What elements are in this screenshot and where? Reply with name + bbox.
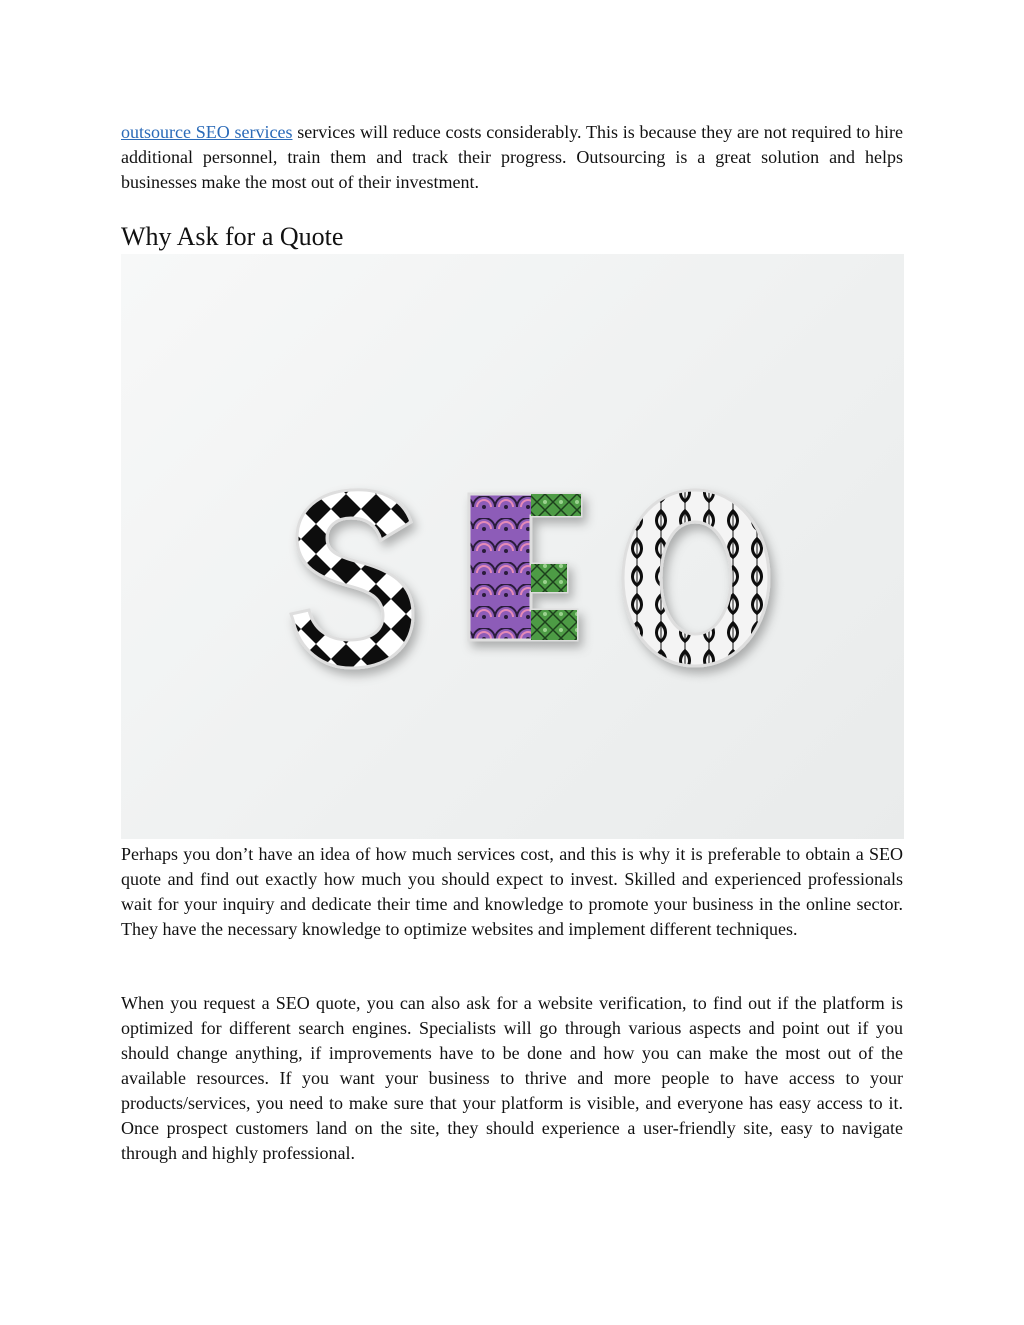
section-heading: Why Ask for a Quote <box>121 222 344 251</box>
intro-paragraph <box>121 120 903 195</box>
outsource-seo-link[interactable]: outsource SEO services <box>121 122 293 142</box>
letter-s <box>291 490 413 668</box>
body-paragraph-1: Perhaps you don’t have an idea of how much services cost, and this is why it is preferable to obtain a SEO quote and find out exactly how much you should expect to invest. Skilled and experienced professionals wait for your inquiry and dedicate their time and knowledge to promote your business in the online sector. They have the necessary knowledge to optimize websites and implement different techniques. <box>121 844 903 939</box>
letter-o <box>623 490 769 666</box>
seo-letters-illustration <box>121 254 904 839</box>
intro-text: services will reduce costs considerably. This is because they are not required to hire additional personnel, train them and track their progress. Outsourcing is a great solution and helps businesses make the most out of their investment. <box>121 122 904 192</box>
seo-letters-image <box>121 254 904 839</box>
body-paragraph-2: When you request a SEO quote, you can also ask for a website verification, to find out if the platform is optimized for different search engines. Specialists will go through various aspects and point out if you should change anything, if improvements have to be done and how you can make the most out of the available resources. If you want your business to thrive and more people to have access to your products/services, you need to make sure that your platform is visible, and everyone has easy access to it. Once prospect customers land on the site, they should experience a user-friendly site, easy to navigate through and highly professional. <box>121 993 903 1163</box>
letter-e <box>469 494 581 640</box>
